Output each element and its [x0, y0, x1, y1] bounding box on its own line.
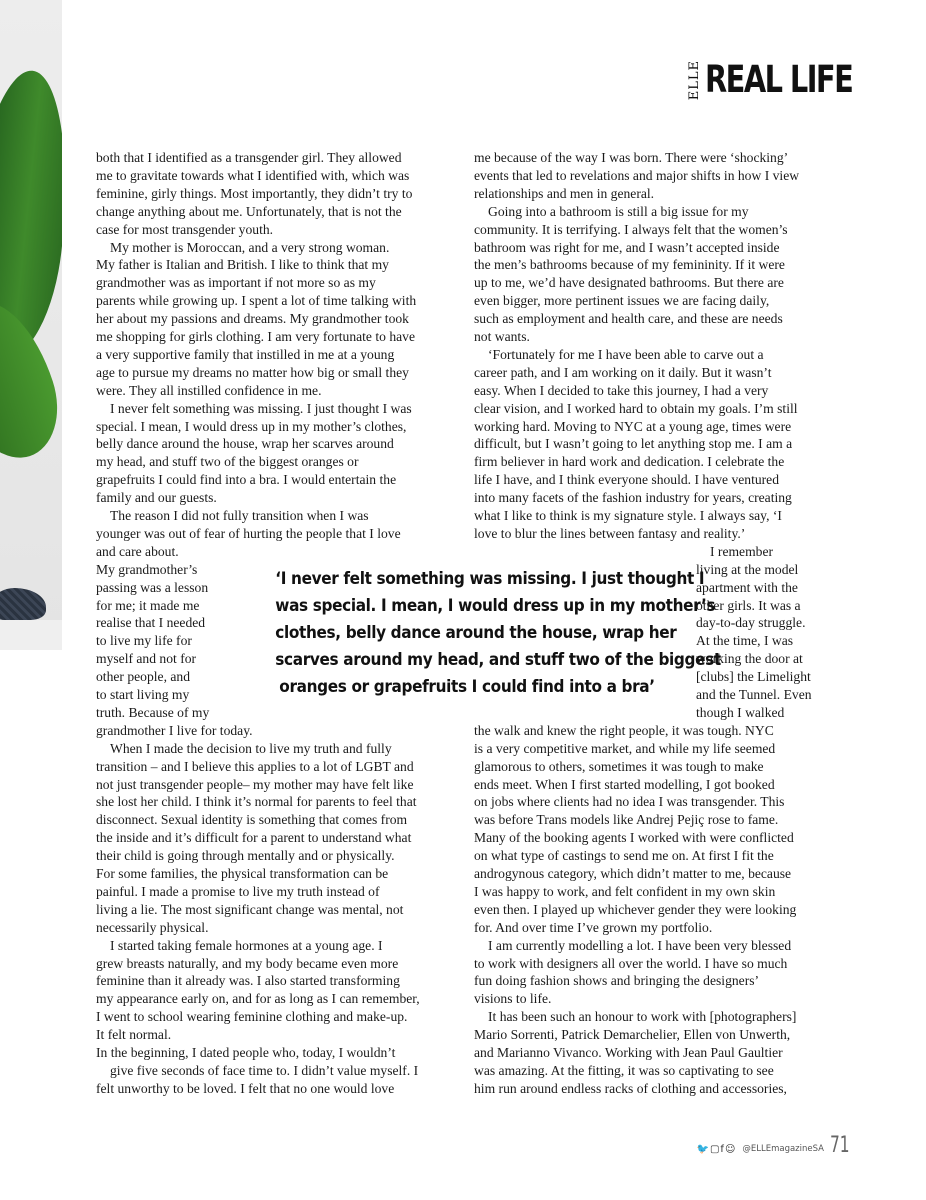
text-line: My grandmother’s [96, 561, 198, 577]
text-line: and Marianno Vivanco. Working with Jean Paul Gaultier [474, 1045, 783, 1060]
text-line: ends meet. When I first started modelling, I got booked [474, 776, 775, 792]
text-line: fun doing fashion shows and bringing the designers’ [474, 973, 760, 989]
text-line: painful. I made a promise to live my truth instead of [96, 883, 380, 899]
text-line: other people, and [96, 669, 190, 685]
text-line: belly dance around the house, wrap her scarves around [96, 436, 394, 452]
text-line: parents while growing up. I spent a lot of time talking with [96, 293, 417, 309]
text-line: for me; it made me [96, 597, 200, 613]
text-line: the inside and it’s difficult for a parent to understand what [96, 830, 412, 846]
text-line: me shopping for girls clothing. I am very fortunate to have [96, 329, 415, 344]
text-line: day-to-day struggle. [696, 615, 806, 631]
text-line: In the beginning, I dated people who, today, I wouldn’t [96, 1045, 396, 1060]
text-line: I never felt something was missing. I just thought I was [110, 400, 412, 416]
text-line: difficult, but I wasn’t going to let anything stop me. I am a [474, 436, 793, 452]
text-line: [clubs] the Limelight [696, 669, 811, 685]
pull-quote-line: scarves around my head, and stuff two of the biggest [275, 650, 721, 670]
text-line: living a lie. The most significant change was mental, not [96, 901, 404, 917]
text-line: my head, and stuff two of the biggest oranges or [96, 454, 359, 470]
text-line: firm believer in hard work and dedication. I celebrate the [474, 454, 785, 470]
text-line: to work with designers all over the world. I have so much [474, 955, 788, 971]
text-line: My father is Italian and British. I like to think that my [96, 257, 389, 273]
text-line: and care about. [96, 543, 179, 559]
text-line: When I made the decision to live my truth and fully [110, 740, 392, 756]
text-line: was before Trans models like Andrej Pejiç rose to fame. [474, 812, 779, 828]
pull-quote-line: oranges or grapefruits I could find into a bra’ [279, 677, 655, 697]
text-line: glamorous to others, sometimes it was tough to make [474, 758, 764, 774]
text-line: life I have, and I think everyone should. I have ventured [474, 472, 779, 488]
text-line: even then. I played up whichever gender they were looking [474, 901, 797, 917]
text-line: feminine, girly things. Most importantly, they didn’t try to [96, 185, 413, 201]
instagram-icon[interactable]: ▢ [709, 1144, 721, 1155]
text-line: on what type of castings to send me on. At first I fit the [474, 848, 774, 864]
text-line: Going into a bathroom is still a big issue for my [488, 203, 749, 219]
text-line: visions to life. [474, 991, 552, 1007]
text-line: the walk and knew the right people, it was tough. NYC [474, 722, 774, 738]
pull-quote-line: was special. I mean, I would dress up in my mother’s [275, 596, 716, 616]
text-line: me because of the way I was born. There were ‘shocking’ [474, 150, 789, 165]
text-line: For some families, the physical transformation can be [96, 866, 389, 881]
text-line: such as employment and health care, and these are needs [474, 311, 783, 327]
text-line: grandmother was as important if not more so as my [96, 275, 376, 291]
text-line: were. They all instilled confidence in me. [96, 382, 322, 398]
text-line: community. It is terrifying. I always felt that the women’s [474, 221, 788, 237]
text-line: age to pursue my dreams no matter how big or small they [96, 364, 409, 380]
text-line: and the Tunnel. Even [696, 687, 812, 702]
text-line: grapefruits I could find into a bra. I would entertain the [96, 472, 397, 488]
text-line: living at the model [696, 561, 799, 577]
masthead [688, 58, 894, 100]
text-line: change anything about me. Unfortunately, that is not the [96, 203, 402, 219]
text-line: myself and not for [96, 651, 197, 667]
text-line: feminine than it already was. I also started transforming [96, 973, 400, 989]
text-line: into many facets of the fashion industry for years, creating [474, 490, 792, 506]
text-line: relationships and men in general. [474, 185, 655, 201]
text-line: Mario Sorrenti, Patrick Demarchelier, Ellen von Unwerth, [474, 1027, 791, 1043]
shoe-shape [0, 588, 46, 620]
snapchat-icon[interactable]: ☺ [724, 1144, 737, 1155]
text-line: not just transgender people– my mother may have felt like [96, 776, 414, 792]
pull-quote-line: ‘I never felt something was missing. I just thought I [275, 569, 705, 589]
text-line: her about my passions and dreams. My grandmother took [96, 311, 409, 327]
text-line: not wants. [474, 329, 530, 344]
text-line: clear vision, and I worked hard to obtain my goals. I’m still [474, 400, 798, 416]
text-line: working hard. Moving to NYC at a young age, times were [474, 418, 792, 434]
text-line: younger was out of fear of hurting the people that I love [96, 525, 401, 541]
plant-photo [0, 0, 62, 650]
text-line: Many of the booking agents I worked with were conflicted [474, 830, 794, 846]
text-line: other girls. It was a [696, 597, 801, 613]
text-line: was amazing. At the fitting, it was so captivating to see [474, 1062, 774, 1078]
text-line: him run around endless racks of clothing and accessories, [474, 1080, 787, 1096]
text-line: I went to school wearing feminine clothing and make-up. [96, 1009, 408, 1025]
text-line: the men’s bathrooms because of my femininity. If it were [474, 257, 785, 273]
floor-shape [0, 620, 62, 650]
text-line: to live my life for [96, 633, 192, 649]
text-line: At the time, I was [696, 633, 794, 649]
text-line: apartment with the [696, 579, 798, 595]
footer [697, 1130, 853, 1158]
facebook-icon[interactable]: f [720, 1144, 725, 1155]
text-line: both that I identified as a transgender girl. They allowed [96, 150, 402, 165]
social-handle: @ELLEmagazineSA [742, 1144, 824, 1154]
text-line: grew breasts naturally, and my body became even more [96, 955, 399, 971]
text-line: bathroom was right for me, and I wasn’t accepted inside [474, 239, 780, 255]
text-line: truth. Because of my [96, 704, 210, 720]
text-line: necessarily physical. [96, 919, 209, 935]
text-line: my appearance early on, and for as long as I can remember, [96, 991, 420, 1007]
text-line: for. And over time I’ve grown my portfolio. [474, 919, 713, 935]
text-line: case for most transgender youth. [96, 221, 274, 237]
text-line: though I walked [696, 704, 785, 720]
text-line: their child is going through mentally and or physically. [96, 848, 395, 864]
text-line: give five seconds of face time to. I didn’t value myself. I [110, 1062, 419, 1078]
text-line: I was happy to work, and felt confident in my own skin [474, 883, 776, 899]
text-line: androgynous category, which didn’t matter to me, because [474, 866, 792, 881]
text-line: realise that I needed [96, 615, 206, 631]
text-line: felt unworthy to be loved. I felt that no one would love [96, 1080, 395, 1096]
text-line: to start living my [96, 687, 190, 702]
text-line: I remember [710, 543, 774, 559]
text-line: The reason I did not fully transition when I was [110, 508, 369, 523]
text-line: what I like to think is my signature style. I always say, ‘I [474, 508, 782, 523]
text-line: working the door at [696, 651, 803, 667]
text-line: she lost her child. I think it’s normal for parents to feel that [96, 794, 417, 810]
text-line: special. I mean, I would dress up in my mother’s clothes, [96, 418, 407, 434]
text-line: is a very competitive market, and while my life seemed [474, 740, 776, 756]
text-line: career path, and I am working on it daily. But it wasn’t [474, 364, 772, 380]
text-line: disconnect. Sexual identity is something that comes from [96, 812, 408, 828]
text-line: love to blur the lines between fantasy and reality.’ [474, 525, 746, 541]
text-line: a very supportive family that instilled in me at a young [96, 346, 395, 362]
text-line: passing was a lesson [96, 579, 209, 595]
text-line: easy. When I decided to take this journey, I had a very [474, 382, 769, 398]
page-number: 71 [830, 1133, 850, 1158]
text-line: I am currently modelling a lot. I have been very blessed [488, 937, 792, 953]
text-line: up to me, we’d have designated bathrooms. But there are [474, 275, 784, 291]
text-line: me to gravitate towards what I identified with, which was [96, 167, 410, 183]
twitter-icon[interactable]: 🐦 [696, 1144, 710, 1155]
section-title: REAL LIFE [705, 58, 853, 101]
text-line: I started taking female hormones at a young age. I [110, 937, 383, 953]
text-line: events that led to revelations and major shifts in how I view [474, 167, 800, 183]
pull-quote-line: clothes, belly dance around the house, wrap her [275, 623, 677, 643]
text-line: It felt normal. [96, 1027, 172, 1043]
text-line: family and our guests. [96, 490, 217, 506]
text-line: on jobs where clients had no idea I was transgender. This [474, 794, 785, 810]
text-line: transition – and I believe this applies to a lot of LGBT and [96, 758, 414, 774]
text-line: ‘Fortunately for me I have been able to carve out a [488, 346, 764, 362]
text-line: even bigger, more pertinent issues we are facing daily, [474, 293, 770, 309]
social-icons [697, 1144, 737, 1158]
pull-quote [254, 566, 721, 701]
brand-logo: ELLE [687, 59, 702, 100]
text-line: It has been such an honour to work with [photographers] [488, 1009, 797, 1025]
text-line: grandmother I live for today. [96, 722, 253, 738]
text-line: My mother is Moroccan, and a very strong woman. [110, 239, 390, 255]
